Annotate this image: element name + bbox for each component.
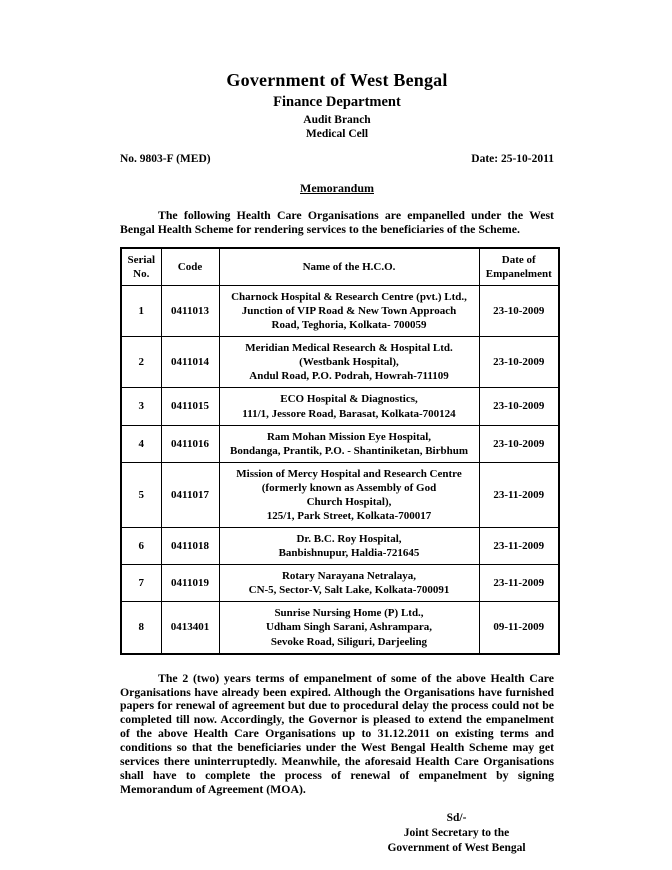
table-header-cell: Serial No.: [121, 248, 161, 286]
hco-name-line: (formerly known as Assembly of God: [261, 481, 437, 494]
hco-name-line: Sunrise Nursing Home (P) Ltd.,: [274, 607, 424, 620]
hco-name-line: 125/1, Park Street, Kolkata-700017: [266, 509, 432, 522]
hco-name-cell: [219, 528, 479, 565]
hco-name-line: Charnock Hospital & Research Centre (pvt.) Ltd.,: [231, 290, 467, 303]
hco-name-line: CN-5, Sector-V, Salt Lake, Kolkata-700091: [248, 584, 450, 597]
hco-name-line: Rotary Narayana Netralaya,: [281, 570, 417, 583]
intro-paragraph: The following Health Care Organisations are empanelled under the West Bengal Health Scheme for rendering services to the beneficiaries of the Scheme.: [120, 208, 554, 236]
serial-cell: 7: [121, 565, 161, 602]
hco-name-line: Ram Mohan Mission Eye Hospital,: [266, 430, 432, 443]
memo-date: Date: 25-10-2011: [471, 153, 554, 165]
closing-paragraph: The 2 (two) years terms of empanelment of some of the above Health Care Organisations have already been expired. Although the Organisations have furnished papers for renewal of agreement but due to procedural delay the process could not be completed till now. Accordingly, the Governor is pleased to extend the empanelment of the above Health Care Organisations up to 31.12.2011 on existing terms and conditions so that the beneficiaries under the West Bengal Health Scheme may get services there uninterruptedly. Meanwhile, the aforesaid Health Care Organisations shall have to complete the process of renewal of empanelment by signing Memorandum of Agreement (MOA).: [120, 670, 554, 796]
table-row: [121, 425, 559, 462]
code-cell: 0411016: [161, 425, 219, 462]
date-cell: 23-11-2009: [479, 528, 559, 565]
hco-name-line: Road, Teghoria, Kolkata- 700059: [271, 319, 427, 332]
document-title: Government of West Bengal: [226, 70, 448, 90]
table-row: [121, 388, 559, 425]
hco-name-line: Sevoke Road, Siliguri, Darjeeling: [270, 635, 428, 648]
table-header-cell: Name of the H.C.O.: [219, 248, 479, 286]
hco-name-line: Udham Singh Sarani, Ashrampara,: [266, 621, 432, 634]
table-row: [121, 565, 559, 602]
code-cell: 0411014: [161, 337, 219, 388]
hco-name-line: Meridian Medical Research & Hospital Ltd.: [245, 342, 453, 355]
cell-name: Medical Cell: [305, 128, 369, 140]
serial-cell: 2: [121, 337, 161, 388]
serial-cell: 6: [121, 528, 161, 565]
code-cell: 0411018: [161, 528, 219, 565]
hco-name-line: Church Hospital),: [306, 495, 392, 508]
signature-block: [369, 811, 544, 856]
memo-number: No. 9803-F (MED): [120, 153, 211, 165]
signature-title: Joint Secretary to the: [403, 826, 510, 839]
table-header-cell: Date of Empanelment: [479, 248, 559, 286]
code-cell: 0411013: [161, 285, 219, 336]
hco-name-line: Andul Road, P.O. Podrah, Howrah-711109: [249, 370, 449, 383]
memorandum-heading-wrap: [120, 181, 554, 196]
serial-cell: 1: [121, 285, 161, 336]
date-cell: 23-10-2009: [479, 388, 559, 425]
code-cell: 0411017: [161, 462, 219, 527]
table-row: [121, 337, 559, 388]
table-row: [121, 528, 559, 565]
date-cell: 23-10-2009: [479, 285, 559, 336]
serial-cell: 3: [121, 388, 161, 425]
hco-name-cell: [219, 462, 479, 527]
meta-row: [120, 153, 554, 165]
hco-name-line: (Westbank Hospital),: [299, 356, 399, 369]
code-cell: 0411015: [161, 388, 219, 425]
date-cell: 09-11-2009: [479, 602, 559, 654]
hco-name-cell: [219, 337, 479, 388]
hco-name-line: Dr. B.C. Roy Hospital,: [296, 533, 402, 546]
serial-cell: 4: [121, 425, 161, 462]
date-cell: 23-11-2009: [479, 462, 559, 527]
code-cell: 0413401: [161, 602, 219, 654]
signature-org: Government of West Bengal: [387, 841, 526, 854]
hco-name-line: 111/1, Jessore Road, Barasat, Kolkata-700124: [242, 407, 456, 420]
department-name: Finance Department: [273, 94, 401, 110]
serial-cell: 5: [121, 462, 161, 527]
hco-name-cell: [219, 388, 479, 425]
table-row: [121, 285, 559, 336]
hco-table: [120, 247, 560, 655]
hco-name-cell: [219, 602, 479, 654]
table-row: [121, 602, 559, 654]
table-header-cell: Code: [161, 248, 219, 286]
code-cell: 0411019: [161, 565, 219, 602]
hco-table-body: [121, 285, 559, 653]
hco-name-line: Mission of Mercy Hospital and Research Centre: [236, 467, 462, 480]
memorandum-heading: Memorandum: [300, 181, 374, 195]
date-cell: 23-11-2009: [479, 565, 559, 602]
hco-name-cell: [219, 425, 479, 462]
table-row: [121, 462, 559, 527]
document-header: [120, 70, 554, 140]
hco-name-line: ECO Hospital & Diagnostics,: [280, 393, 418, 406]
hco-name-cell: [219, 565, 479, 602]
hco-name-line: Banbishnupur, Haldia-721645: [278, 547, 420, 560]
hco-name-line: Bondanga, Prantik, P.O. - Shantiniketan, Birbhum: [230, 444, 468, 457]
signature-sd: Sd/-: [446, 811, 467, 824]
table-header-row: [121, 248, 559, 286]
hco-name-line: Junction of VIP Road & New Town Approach: [241, 305, 457, 318]
date-cell: 23-10-2009: [479, 337, 559, 388]
hco-name-cell: [219, 285, 479, 336]
serial-cell: 8: [121, 602, 161, 654]
branch-name: Audit Branch: [303, 114, 371, 126]
date-cell: 23-10-2009: [479, 425, 559, 462]
